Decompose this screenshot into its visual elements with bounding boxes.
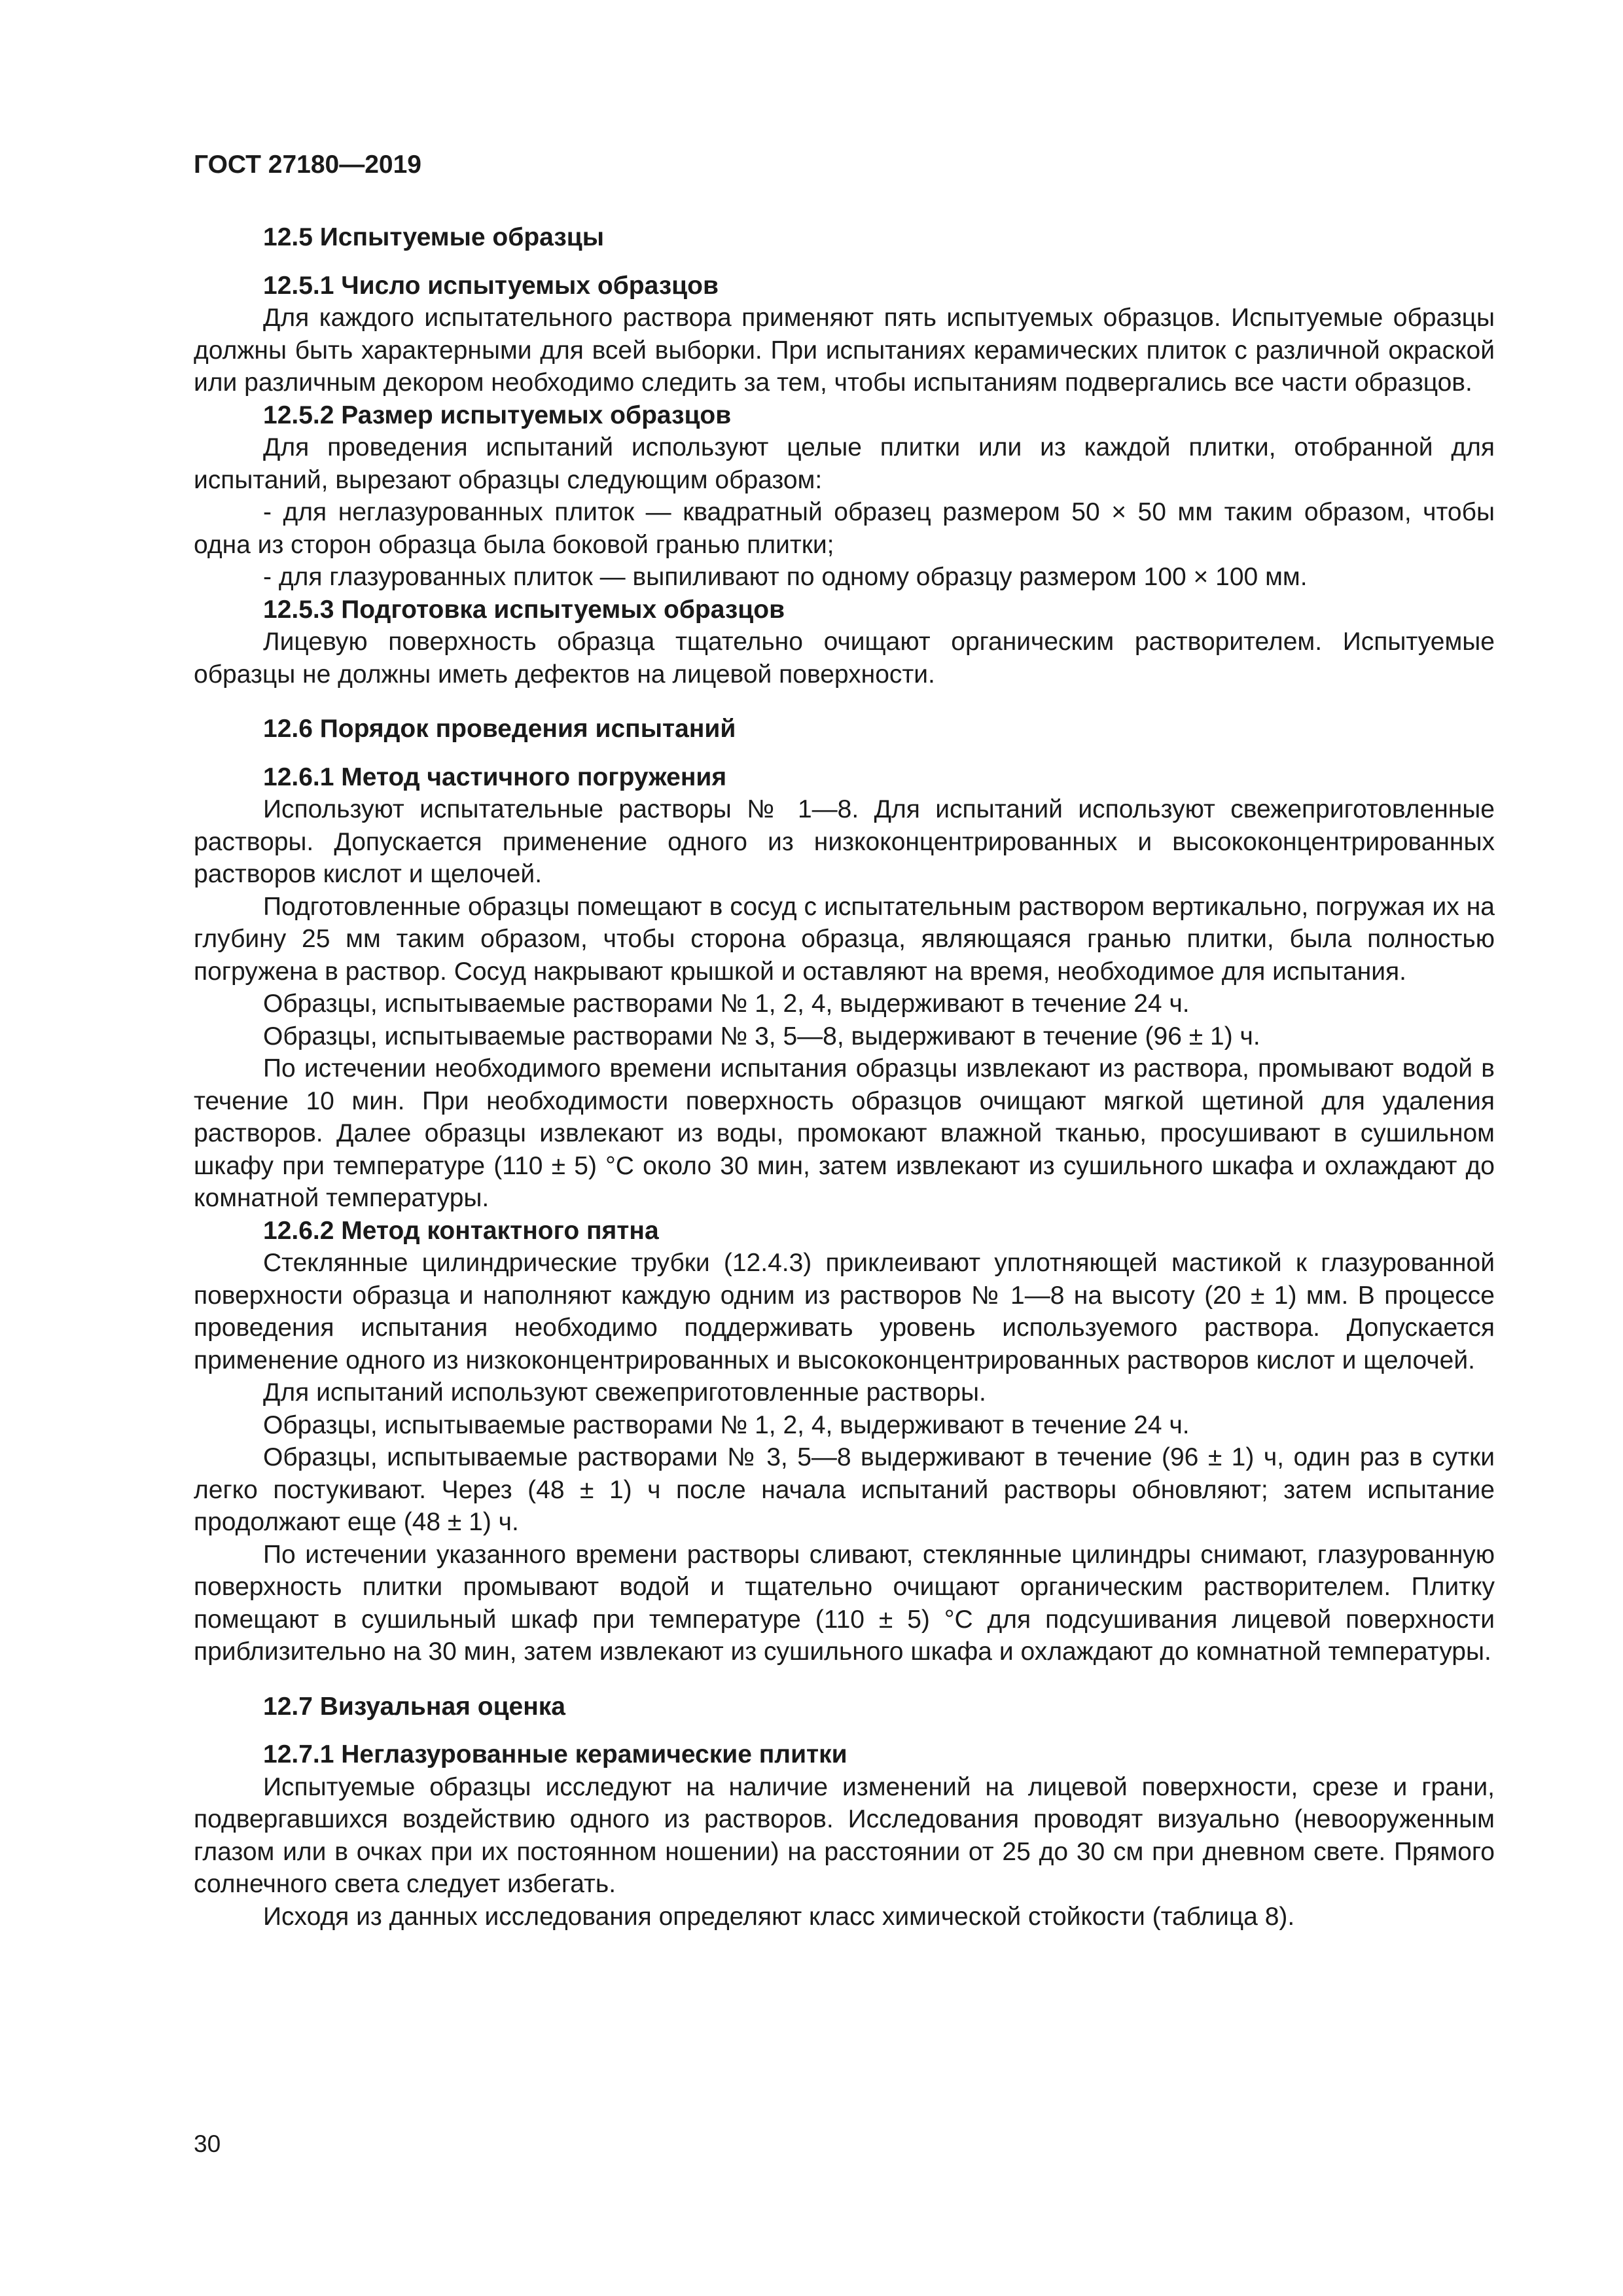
subsection-heading-12-5-2: 12.5.2 Размер испытуемых образцов: [263, 401, 732, 429]
subsection-heading-12-6-2: 12.6.2 Метод контактного пятна: [263, 1216, 659, 1245]
section-heading-12-6: 12.6 Порядок проведения испытаний: [263, 715, 736, 743]
paragraph: Используют испытательные растворы № 1—8. Для испытаний используют свежеприготовленные растворы. Допускается применение одного из низкоконцентрированных и высококонцентрированных растворов кислот и щелочей.: [194, 795, 1495, 888]
page-number: 30: [194, 2130, 221, 2157]
paragraph: По истечении необходимого времени испытания образцы извлекают из раствора, промывают водой в течение 10 мин. При необходимости поверхность образцов очищают мягкой щетиной для удаления растворов. Далее образцы извлекают из воды, промокают влажной тканью, просушивают в сушильном шкафу при температуре (110 ± 5) °С около 30 мин, затем извлекают из сушильного шкафа и охлаждают до комнатной температуры.: [194, 1054, 1495, 1212]
subsection-heading-12-5-3: 12.5.3 Подготовка испытуемых образцов: [263, 595, 785, 624]
document-body: [194, 221, 1495, 1933]
section-heading-12-5: 12.5 Испытуемые образцы: [263, 223, 604, 251]
paragraph: Испытуемые образцы исследуют на наличие изменений на лицевой поверхности, срезе и грани, подвергавшихся воздействию одного из растворов. Исследования проводят визуально (невооруженным глазом или в очках при их постоянном ношении) на расстоянии от 25 до 30 см при дневном свете. Прямого солнечного света следует избегать.: [194, 1772, 1495, 1898]
paragraph: Образцы, испытываемые растворами № 3, 5—8, выдерживают в течение (96 ± 1) ч.: [263, 1022, 1260, 1050]
subsection-heading-12-7-1: 12.7.1 Неглазурованные керамические плитки: [263, 1740, 847, 1768]
paragraph: Образцы, испытываемые растворами № 1, 2, 4, выдерживают в течение 24 ч.: [263, 990, 1190, 1018]
list-item: - для неглазурованных плиток — квадратный образец размером 50 × 50 мм таким образом, чтобы одна из сторон образца была боковой гранью плитки;: [194, 498, 1495, 559]
paragraph: Лицевую поверхность образца тщательно очищают органическим растворителем. Испытуемые образцы не должны иметь дефектов на лицевой поверхности.: [194, 628, 1495, 689]
document-header: ГОСТ 27180—2019: [194, 151, 421, 179]
paragraph: По истечении указанного времени растворы сливают, стеклянные цилиндры снимают, глазурованную поверхность плитки промывают водой и тщательно очищают органическим растворителем. Плитку помещают в сушильный шкаф при температуре (110 ± 5) °С для подсушивания лицевой поверхности приблизительно на 30 мин, затем извлекают из сушильного шкафа и охлаждают до комнатной температуры.: [194, 1540, 1495, 1666]
subsection-heading-12-5-1: 12.5.1 Число испытуемых образцов: [263, 271, 719, 300]
paragraph: Подготовленные образцы помещают в сосуд с испытательным раствором вертикально, погружая их на глубину 25 мм таким образом, чтобы сторона образца, являющаяся гранью плитки, была полностью погружена в раствор. Сосуд накрывают крышкой и оставляют на время, необходимое для испытания.: [194, 892, 1495, 986]
list-item: - для глазурованных плиток — выпиливают по одному образцу размером 100 × 100 мм.: [263, 563, 1308, 591]
section-heading-12-7: 12.7 Визуальная оценка: [263, 1692, 566, 1721]
paragraph: Исходя из данных исследования определяют класс химической стойкости (таблица 8).: [263, 1902, 1295, 1931]
paragraph: Стеклянные цилиндрические трубки (12.4.3) приклеивают уплотняющей мастикой к глазурованной поверхности образца и наполняют каждую одним из растворов № 1—8 на высоту (20 ± 1) мм. В процессе проведения испытания необходимо поддерживать уровень используемого раствора. Допускается применение одного из низкоконцентрированных и высококонцентрированных растворов кислот и щелочей.: [194, 1249, 1495, 1374]
paragraph: Для проведения испытаний используют целые плитки или из каждой плитки, отобранной для испытаний, вырезают образцы следующим образом:: [194, 433, 1495, 494]
paragraph: Для каждого испытательного раствора применяют пять испытуемых образцов. Испытуемые образцы должны быть характерными для всей выборки. При испытаниях керамических плиток с различной окраской или различным декором необходимо следить за тем, чтобы испытаниям подвергались все части образцов.: [194, 304, 1495, 397]
paragraph: Образцы, испытываемые растворами № 3, 5—8 выдерживают в течение (96 ± 1) ч, один раз в сутки легко постукивают. Через (48 ± 1) ч после начала испытаний растворы обновляют; затем испытание продолжают еще (48 ± 1) ч.: [194, 1443, 1495, 1536]
paragraph: Для испытаний используют свежеприготовленные растворы.: [263, 1378, 986, 1407]
paragraph: Образцы, испытываемые растворами № 1, 2, 4, выдерживают в течение 24 ч.: [263, 1410, 1190, 1439]
subsection-heading-12-6-1: 12.6.1 Метод частичного погружения: [263, 762, 727, 791]
